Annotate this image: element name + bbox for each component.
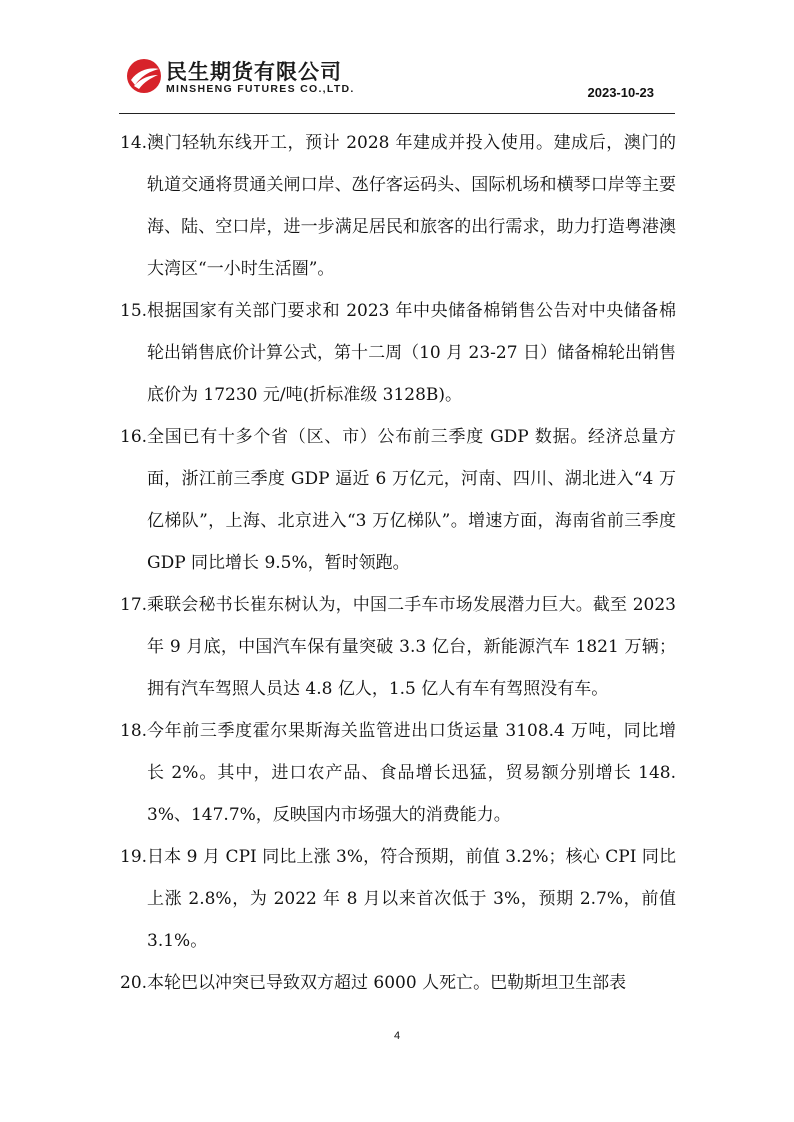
item-number: 14. [120,133,148,153]
item-text: 全国已有十多个省（区、市）公布前三季度 GDP 数据。经济总量方面，浙江前三季度 GDP 逼近 6 万亿元，河南、四川、湖北进入“4 万亿梯队”，上海、北京进入“3 万亿梯队”。增速方面，海南省前三季度 GDP 同比增长 9.5%，暂时领跑。 [147,427,676,573]
news-item-18 [120,710,676,836]
item-text: 日本 9 月 CPI 同比上涨 3%，符合预期，前值 3.2%；核心 CPI 同比上涨 2.8%，为 2022 年 8 月以来首次低于 3%，预期 2.7%，前值 3.1%。 [147,847,676,951]
item-number: 16. [120,427,148,447]
item-number: 18. [120,721,148,741]
news-item-14 [120,122,676,290]
news-item-15 [120,290,676,416]
item-text: 本轮巴以冲突已导致双方超过 6000 人死亡。巴勒斯坦卫生部表 [147,973,627,993]
item-text: 乘联会秘书长崔东树认为，中国二手车市场发展潜力巨大。截至 2023 年 9 月底，中国汽车保有量突破 3.3 亿台，新能源汽车 1821 万辆；拥有汽车驾照人员达 4.8 亿人，1.5 亿人有车有驾照没有车。 [147,595,676,699]
report-date: 2023-10-23 [587,85,654,100]
page-number: 4 [393,1030,401,1042]
company-name-en: MINSHENG FUTURES CO.,LTD. [166,83,355,95]
item-number: 20. [120,973,148,993]
news-item-19 [120,836,676,962]
item-text: 根据国家有关部门要求和 2023 年中央储备棉销售公告对中央储备棉轮出销售底价计算公式，第十二周（10 月 23-27 日）储备棉轮出销售底价为 17230 元/吨(折标准级 3128B)。 [147,301,676,405]
news-item-20 [120,962,676,1004]
company-name-cn: 民生期货有限公司 [166,60,342,84]
company-logo [126,56,366,102]
item-number: 17. [120,595,148,615]
item-number: 15. [120,301,148,321]
news-list [120,122,676,1004]
item-text: 今年前三季度霍尔果斯海关监管进出口货运量 3108.4 万吨，同比增长 2%。其中，进口农产品、食品增长迅猛，贸易额分别增长 148.3%、147.7%，反映国内市场强大的消费能力。 [147,721,676,825]
minsheng-logo-icon [126,58,162,94]
header-divider [119,113,675,114]
news-item-16 [120,416,676,584]
item-text: 澳门轻轨东线开工，预计 2028 年建成并投入使用。建成后，澳门的轨道交通将贯通关闸口岸、氹仔客运码头、国际机场和横琴口岸等主要海、陆、空口岸，进一步满足居民和旅客的出行需求，助力打造粤港澳大湾区“一小时生活圈”。 [147,133,676,279]
news-item-17 [120,584,676,710]
item-number: 19. [120,847,148,867]
